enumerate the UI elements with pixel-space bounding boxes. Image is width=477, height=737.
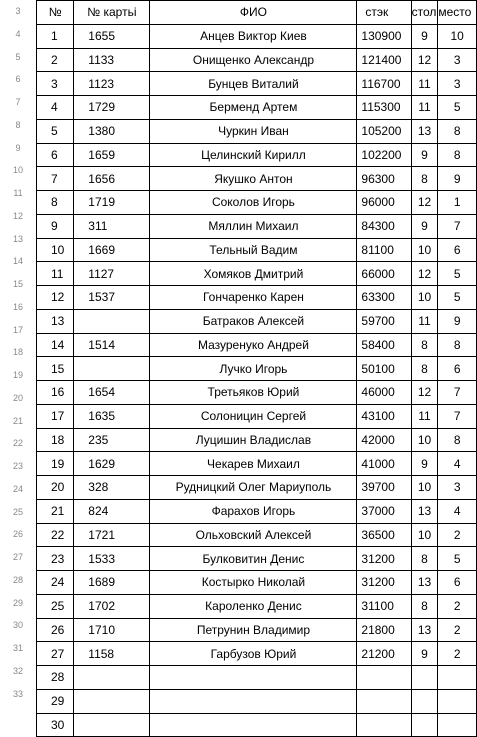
- row-number[interactable]: 22: [12, 438, 23, 449]
- cell-card[interactable]: 1127: [74, 262, 150, 286]
- cell-num[interactable]: 14: [37, 333, 74, 357]
- cell-stack[interactable]: 43100: [357, 404, 411, 428]
- cell-card[interactable]: 1729: [74, 96, 150, 120]
- cell-place[interactable]: 5: [438, 262, 477, 286]
- cell-name[interactable]: Тельный Вадим: [150, 238, 357, 262]
- cell-num[interactable]: 7: [37, 167, 74, 191]
- cell-stack[interactable]: 42000: [357, 428, 411, 452]
- cell-place[interactable]: 9: [438, 167, 477, 191]
- table-row: [37, 523, 477, 547]
- cell-num[interactable]: 2: [37, 48, 74, 72]
- row-number[interactable]: 26: [12, 529, 23, 540]
- cell-card[interactable]: 1133: [74, 48, 150, 72]
- table-row: [37, 48, 477, 72]
- cell-place[interactable]: 10: [438, 24, 477, 48]
- cell-place[interactable]: 2: [438, 618, 477, 642]
- cell-place[interactable]: 8: [438, 333, 477, 357]
- cell-num[interactable]: 20: [37, 476, 74, 500]
- row-number[interactable]: 31: [12, 643, 23, 653]
- cell-stack[interactable]: [357, 713, 411, 737]
- cell-stack[interactable]: 46000: [357, 381, 411, 405]
- cell-place[interactable]: [438, 713, 477, 737]
- cell-card[interactable]: 1669: [74, 238, 150, 262]
- cell-num[interactable]: 11: [37, 262, 74, 286]
- cell-table[interactable]: 10: [411, 286, 438, 310]
- cell-num[interactable]: 25: [37, 594, 74, 618]
- cell-card[interactable]: 1123: [74, 72, 150, 96]
- row-number[interactable]: 11: [13, 188, 23, 198]
- cell-num[interactable]: 15: [37, 357, 74, 381]
- cell-card[interactable]: 1380: [74, 119, 150, 143]
- header-name[interactable]: ФИО: [150, 1, 357, 25]
- table-row: [37, 24, 477, 48]
- header-table[interactable]: стол: [411, 1, 438, 25]
- cell-table[interactable]: 11: [411, 72, 438, 96]
- cell-num[interactable]: 1: [37, 24, 74, 48]
- row-number[interactable]: 20: [12, 392, 23, 403]
- cell-name[interactable]: Луцишин Владислав: [150, 428, 357, 452]
- cell-stack[interactable]: [357, 689, 411, 713]
- cell-place[interactable]: 6: [438, 238, 477, 262]
- cell-name[interactable]: Мазуренуко Андрей: [150, 333, 357, 357]
- cell-place[interactable]: 2: [438, 523, 477, 547]
- cell-num[interactable]: 13: [37, 309, 74, 333]
- cell-table[interactable]: 13: [411, 119, 438, 143]
- row-number[interactable]: 8: [15, 119, 21, 130]
- cell-table[interactable]: 13: [411, 571, 438, 595]
- cell-num[interactable]: 28: [37, 666, 74, 690]
- cell-card[interactable]: [74, 309, 150, 333]
- cell-num[interactable]: 4: [37, 96, 74, 120]
- cell-table[interactable]: 9: [411, 452, 438, 476]
- row-number[interactable]: 17: [12, 324, 23, 335]
- cell-stack[interactable]: 31100: [357, 594, 411, 618]
- table-row: [37, 333, 477, 357]
- table-row: [37, 404, 477, 428]
- cell-name[interactable]: Гарбузов Юрий: [150, 642, 357, 666]
- cell-place[interactable]: 1: [438, 191, 477, 215]
- cell-place[interactable]: 8: [438, 119, 477, 143]
- cell-stack[interactable]: 63300: [357, 286, 411, 310]
- row-number[interactable]: 24: [12, 483, 23, 494]
- cell-name[interactable]: Солоницин Сергей: [150, 404, 357, 428]
- cell-name[interactable]: [150, 713, 357, 737]
- cell-table[interactable]: 9: [411, 642, 438, 666]
- table-row: [37, 499, 477, 523]
- table-row: [37, 618, 477, 642]
- table-row: [37, 167, 477, 191]
- cell-card[interactable]: [74, 666, 150, 690]
- cell-num[interactable]: 16: [37, 381, 74, 405]
- cell-stack[interactable]: 81100: [357, 238, 411, 262]
- table-row: [37, 642, 477, 666]
- cell-table[interactable]: 8: [411, 167, 438, 191]
- cell-table[interactable]: 9: [411, 143, 438, 167]
- table-row: [37, 666, 477, 690]
- cell-name[interactable]: Якушко Антон: [150, 167, 357, 191]
- table-row: [37, 143, 477, 167]
- cell-card[interactable]: 1719: [74, 191, 150, 215]
- cell-stack[interactable]: 102200: [357, 143, 411, 167]
- cell-card[interactable]: [74, 713, 150, 737]
- cell-stack[interactable]: 37000: [357, 499, 411, 523]
- cell-table[interactable]: 10: [411, 523, 438, 547]
- cell-name[interactable]: Лучко Игорь: [150, 357, 357, 381]
- cell-table[interactable]: [411, 666, 438, 690]
- cell-table[interactable]: 9: [411, 214, 438, 238]
- cell-place[interactable]: 9: [438, 309, 477, 333]
- table-row: [37, 238, 477, 262]
- header-stack[interactable]: стэк: [357, 1, 411, 25]
- cell-card[interactable]: 1655: [74, 24, 150, 48]
- cell-stack[interactable]: 115300: [357, 96, 411, 120]
- cell-name[interactable]: [150, 666, 357, 690]
- cell-place[interactable]: 3: [438, 48, 477, 72]
- cell-num[interactable]: 9: [37, 214, 74, 238]
- header-num[interactable]: №: [37, 1, 74, 25]
- cell-num[interactable]: 27: [37, 642, 74, 666]
- row-number[interactable]: 16: [12, 301, 23, 312]
- cell-num[interactable]: 10: [37, 238, 74, 262]
- table-row: [37, 452, 477, 476]
- table-row: [37, 96, 477, 120]
- cell-table[interactable]: 8: [411, 357, 438, 381]
- cell-num[interactable]: 26: [37, 618, 74, 642]
- cell-card[interactable]: 1656: [74, 167, 150, 191]
- cell-card[interactable]: 311: [74, 214, 150, 238]
- row-number[interactable]: 10: [12, 165, 23, 176]
- row-number[interactable]: 25: [12, 506, 23, 517]
- cell-table[interactable]: 8: [411, 547, 438, 571]
- cell-place[interactable]: 4: [438, 499, 477, 523]
- cell-place[interactable]: 4: [438, 452, 477, 476]
- header-place[interactable]: место: [438, 1, 477, 25]
- table-row: [37, 309, 477, 333]
- cell-num[interactable]: 18: [37, 428, 74, 452]
- cell-num[interactable]: 3: [37, 72, 74, 96]
- row-number[interactable]: 18: [12, 347, 23, 358]
- cell-name[interactable]: Рудницкий Олег Мариуполь: [150, 476, 357, 500]
- cell-name[interactable]: Костырко Николай: [150, 571, 357, 595]
- cell-table[interactable]: 12: [411, 48, 438, 72]
- cell-stack[interactable]: 116700: [357, 72, 411, 96]
- cell-num[interactable]: 22: [37, 523, 74, 547]
- cell-num[interactable]: 21: [37, 499, 74, 523]
- row-number[interactable]: 30: [12, 620, 23, 631]
- cell-stack[interactable]: 96300: [357, 167, 411, 191]
- cell-card[interactable]: 1689: [74, 571, 150, 595]
- table-row: [37, 357, 477, 381]
- cell-place[interactable]: 7: [438, 381, 477, 405]
- cell-stack[interactable]: 39700: [357, 476, 411, 500]
- cell-name[interactable]: Фарахов Игорь: [150, 499, 357, 523]
- row-number[interactable]: 29: [12, 597, 23, 608]
- cell-table[interactable]: 13: [411, 618, 438, 642]
- table-row: [37, 119, 477, 143]
- cell-table[interactable]: 10: [411, 238, 438, 262]
- cell-card[interactable]: 1533: [74, 547, 150, 571]
- cell-table[interactable]: 10: [411, 476, 438, 500]
- cell-card[interactable]: 328: [74, 476, 150, 500]
- cell-place[interactable]: 3: [438, 72, 477, 96]
- row-number[interactable]: 14: [12, 256, 23, 267]
- cell-place[interactable]: 6: [438, 571, 477, 595]
- cell-name[interactable]: Ольховский Алексей: [150, 523, 357, 547]
- row-number[interactable]: 33: [12, 688, 23, 699]
- cell-num[interactable]: 5: [37, 119, 74, 143]
- cell-card[interactable]: 1710: [74, 618, 150, 642]
- table-row: [37, 713, 477, 737]
- row-header-column: [0, 0, 36, 700]
- cell-table[interactable]: 8: [411, 594, 438, 618]
- table-row: [37, 547, 477, 571]
- cell-name[interactable]: Берменд Артем: [150, 96, 357, 120]
- cell-stack[interactable]: 36500: [357, 523, 411, 547]
- cell-card[interactable]: 1659: [74, 143, 150, 167]
- table-row: [37, 286, 477, 310]
- cell-num[interactable]: 6: [37, 143, 74, 167]
- cell-num[interactable]: 12: [37, 286, 74, 310]
- cell-name[interactable]: Кароленко Денис: [150, 594, 357, 618]
- cell-stack[interactable]: 96000: [357, 191, 411, 215]
- cell-place[interactable]: 7: [438, 214, 477, 238]
- table-row: [37, 428, 477, 452]
- cell-name[interactable]: Гончаренко Карен: [150, 286, 357, 310]
- cell-name[interactable]: Третьяков Юрий: [150, 381, 357, 405]
- cell-table[interactable]: 12: [411, 262, 438, 286]
- cell-num[interactable]: 24: [37, 571, 74, 595]
- cell-place[interactable]: 5: [438, 96, 477, 120]
- row-number[interactable]: 23: [12, 461, 23, 471]
- header-card[interactable]: № картьі: [74, 1, 150, 25]
- cell-place[interactable]: 3: [438, 476, 477, 500]
- cell-table[interactable]: 11: [411, 96, 438, 120]
- cell-table[interactable]: 9: [411, 24, 438, 48]
- table-row: [37, 214, 477, 238]
- row-number[interactable]: 21: [12, 415, 23, 426]
- table-row: [37, 191, 477, 215]
- row-number[interactable]: 12: [12, 210, 23, 221]
- row-number[interactable]: 7: [15, 97, 21, 107]
- row-number[interactable]: 13: [12, 233, 23, 244]
- table-row: [37, 476, 477, 500]
- cell-card[interactable]: [74, 689, 150, 713]
- players-table: [36, 0, 477, 737]
- row-number[interactable]: 28: [12, 574, 23, 585]
- row-number[interactable]: 3: [15, 6, 21, 16]
- cell-name[interactable]: Бунцев Виталий: [150, 72, 357, 96]
- cell-place[interactable]: 7: [438, 404, 477, 428]
- cell-card[interactable]: 1635: [74, 404, 150, 428]
- cell-name[interactable]: Хомяков Дмитрий: [150, 262, 357, 286]
- cell-stack[interactable]: 121400: [357, 48, 411, 72]
- cell-place[interactable]: 8: [438, 428, 477, 452]
- cell-card[interactable]: 1629: [74, 452, 150, 476]
- cell-name[interactable]: Онищенко Александр: [150, 48, 357, 72]
- cell-name[interactable]: Петрунин Владимир: [150, 618, 357, 642]
- table-row: [37, 262, 477, 286]
- cell-name[interactable]: Мяллин Михаил: [150, 214, 357, 238]
- cell-name[interactable]: Целинский Кирилл: [150, 143, 357, 167]
- table-row: [37, 381, 477, 405]
- cell-num[interactable]: 17: [37, 404, 74, 428]
- cell-table[interactable]: 12: [411, 191, 438, 215]
- cell-place[interactable]: 5: [438, 286, 477, 310]
- cell-num[interactable]: 19: [37, 452, 74, 476]
- cell-table[interactable]: 8: [411, 333, 438, 357]
- cell-name[interactable]: [150, 689, 357, 713]
- cell-card[interactable]: 1158: [74, 642, 150, 666]
- row-number[interactable]: 6: [15, 74, 21, 85]
- cell-table[interactable]: [411, 689, 438, 713]
- table-row: [37, 571, 477, 595]
- table-row: [37, 594, 477, 618]
- cell-table[interactable]: 12: [411, 381, 438, 405]
- cell-stack[interactable]: 21800: [357, 618, 411, 642]
- cell-stack[interactable]: 58400: [357, 333, 411, 357]
- cell-num[interactable]: 23: [37, 547, 74, 571]
- cell-card[interactable]: 1537: [74, 286, 150, 310]
- cell-num[interactable]: 8: [37, 191, 74, 215]
- cell-table[interactable]: 11: [411, 404, 438, 428]
- table-row: [37, 689, 477, 713]
- cell-card[interactable]: [74, 357, 150, 381]
- cell-stack[interactable]: 66000: [357, 262, 411, 286]
- row-number[interactable]: 19: [12, 370, 23, 380]
- cell-table[interactable]: [411, 713, 438, 737]
- cell-num[interactable]: 29: [37, 689, 74, 713]
- cell-num[interactable]: 30: [37, 713, 74, 737]
- cell-name[interactable]: Чуркин Иван: [150, 119, 357, 143]
- cell-place[interactable]: 2: [438, 642, 477, 666]
- cell-name[interactable]: Соколов Игорь: [150, 191, 357, 215]
- cell-stack[interactable]: [357, 666, 411, 690]
- row-number[interactable]: 32: [12, 665, 23, 676]
- cell-stack[interactable]: 31200: [357, 571, 411, 595]
- row-number[interactable]: 9: [15, 142, 21, 153]
- cell-stack[interactable]: 50100: [357, 357, 411, 381]
- cell-name[interactable]: Анцев Виктор Киев: [150, 24, 357, 48]
- table-row: [37, 72, 477, 96]
- cell-place[interactable]: 2: [438, 594, 477, 618]
- cell-stack[interactable]: 31200: [357, 547, 411, 571]
- header-row: [37, 1, 477, 25]
- cell-table[interactable]: 10: [411, 428, 438, 452]
- row-number[interactable]: 4: [15, 28, 21, 39]
- cell-place[interactable]: 6: [438, 357, 477, 381]
- cell-card[interactable]: 1702: [74, 594, 150, 618]
- cell-name[interactable]: Батраков Алексей: [150, 309, 357, 333]
- cell-name[interactable]: Булковитин Денис: [150, 547, 357, 571]
- cell-card[interactable]: 824: [74, 499, 150, 523]
- cell-card[interactable]: 1721: [74, 523, 150, 547]
- cell-place[interactable]: 8: [438, 143, 477, 167]
- row-number[interactable]: 15: [12, 279, 23, 289]
- cell-place[interactable]: [438, 689, 477, 713]
- cell-stack[interactable]: 105200: [357, 119, 411, 143]
- row-number[interactable]: 5: [15, 51, 21, 62]
- cell-stack[interactable]: 41000: [357, 452, 411, 476]
- cell-stack[interactable]: 130900: [357, 24, 411, 48]
- cell-card[interactable]: 1654: [74, 381, 150, 405]
- cell-place[interactable]: [438, 666, 477, 690]
- row-number[interactable]: 27: [12, 552, 23, 562]
- cell-card[interactable]: 1514: [74, 333, 150, 357]
- cell-name[interactable]: Чекарев Михаил: [150, 452, 357, 476]
- cell-table[interactable]: 13: [411, 499, 438, 523]
- cell-card[interactable]: 235: [74, 428, 150, 452]
- cell-stack[interactable]: 59700: [357, 309, 411, 333]
- cell-place[interactable]: 5: [438, 547, 477, 571]
- cell-stack[interactable]: 84300: [357, 214, 411, 238]
- cell-stack[interactable]: 21200: [357, 642, 411, 666]
- cell-table[interactable]: 11: [411, 309, 438, 333]
